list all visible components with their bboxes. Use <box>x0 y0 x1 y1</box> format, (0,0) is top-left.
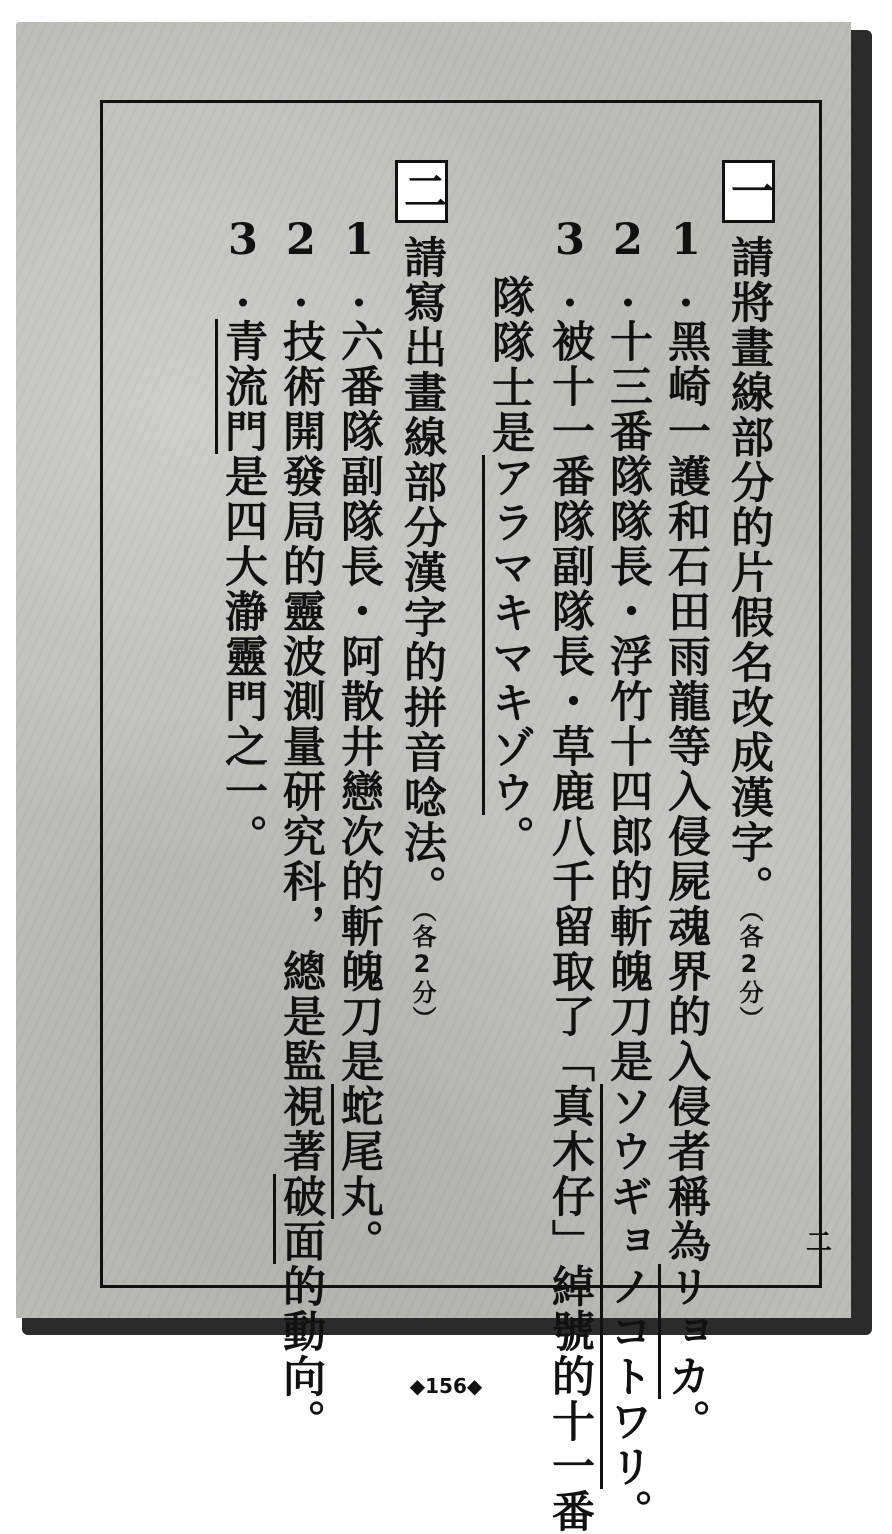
section2-item-2: 2.技術開發局的靈波測量研究科，總是監視著破面的動向。 <box>279 215 322 1444</box>
page-side-mark: 二 <box>806 1228 833 1258</box>
section2-instruction: 請寫出畫線部分漢字的拼音唸法 <box>397 235 447 865</box>
underlined-text: リョカ <box>658 1264 711 1399</box>
section2-points: （各2分） <box>408 910 436 1032</box>
section1-heading: 一請將畫線部分的片假名改成漢字。（各2分） <box>722 160 775 1032</box>
underlined-text: ソウギョノコトワリ <box>600 1084 653 1489</box>
section1-points: （各2分） <box>735 910 763 1032</box>
underlined-text: 青流門 <box>215 319 268 454</box>
section1-item-3: 3.被十一番隊副隊長・草鹿八千留取了「真木仔」綽號的十一番 <box>545 215 595 1534</box>
section1-marker: 一 <box>722 160 775 223</box>
underlined-text: 破面 <box>273 1174 326 1264</box>
section1-item-2: 2.十三番隊隊長・浮竹十四郎的斬魄刀是ソウギョノコトワリ。 <box>606 215 649 1534</box>
section2-marker: 二 <box>395 160 448 223</box>
underlined-text: 蛇尾丸 <box>331 1084 384 1219</box>
section2-item-3: 3.青流門是四大瀞靈門之一。 <box>221 215 264 859</box>
section2-heading: 二請寫出畫線部分漢字的拼音唸法。（各2分） <box>395 160 448 1032</box>
section1-item-3-continued: 隊隊士是アラマキマキゾウ。 <box>488 275 531 860</box>
section2-item-1: 1.六番隊副隊長・阿散井戀次的斬魄刀是蛇尾丸。 <box>337 215 380 1264</box>
section1-instruction: 請將畫線部分的片假名改成漢字 <box>724 235 774 865</box>
section1-item-1: 1.黑崎一護和石田雨龍等入侵屍魂界的入侵者稱為リョカ。 <box>664 215 707 1444</box>
page-number: ◆156◆ <box>409 1374 483 1398</box>
quiz-frame <box>100 100 822 1288</box>
underlined-text: アラマキマキゾウ <box>482 455 535 815</box>
